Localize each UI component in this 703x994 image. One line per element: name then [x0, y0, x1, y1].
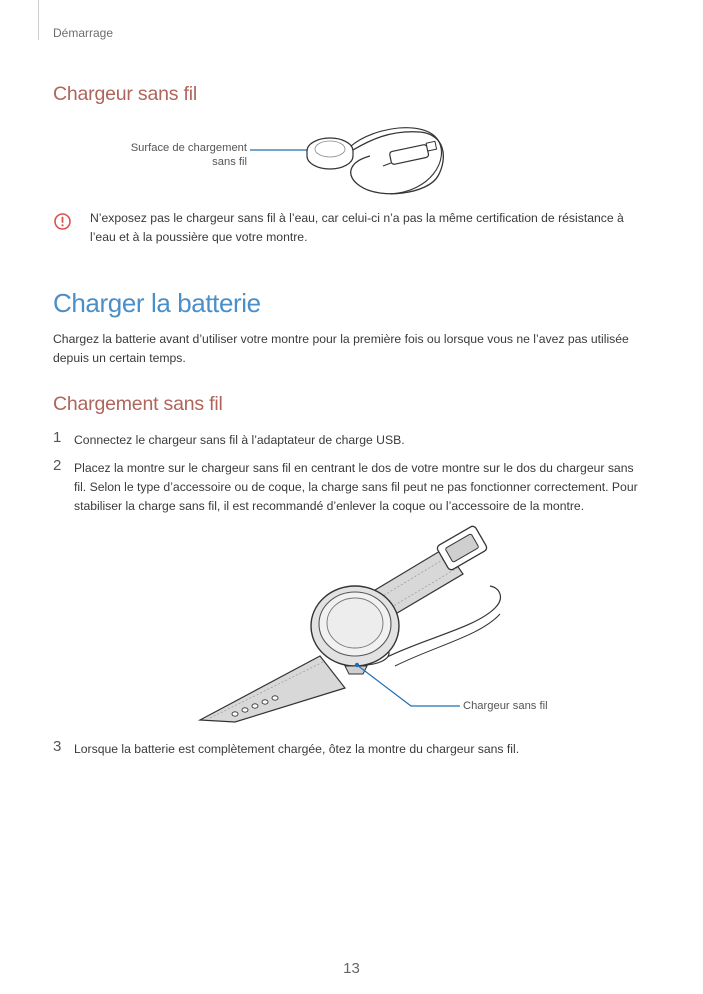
charger-callout-line2: sans fil	[212, 156, 247, 168]
charger-callout-line1: Surface de chargement	[130, 142, 247, 154]
charger-illustration	[250, 118, 450, 208]
step-1-number: 1	[53, 429, 62, 446]
page-number: 13	[343, 960, 360, 977]
charger-puck-side	[307, 151, 353, 169]
step-1-text: Connectez le chargeur sans fil à l’adaptateur de charge USB.	[74, 433, 405, 447]
step-2-line3: stabiliser la charge sans fil, il est recommandé d’enlever la coque ou l’accessoire de la montre.	[74, 499, 585, 513]
usb-plug	[389, 144, 429, 165]
watch-back	[327, 598, 383, 648]
battery-intro-line1: Chargez la batterie avant d’utiliser votre montre pour la première fois ou lorsque vous ne l’avez pas utilisée	[53, 332, 629, 346]
step-2-number: 2	[53, 457, 62, 474]
watch-callout-label: Chargeur sans fil	[463, 700, 548, 712]
watch-charging-illustration	[195, 528, 515, 728]
step-3-text: Lorsque la batterie est complètement chargée, ôtez la montre du chargeur sans fil.	[74, 742, 520, 756]
charger-heading: Chargeur sans fil	[53, 83, 198, 105]
step-3-number: 3	[53, 738, 62, 755]
step-2-line1: Placez la montre sur le chargeur sans fil en centrant le dos de votre montre sur le dos du chargeur sans	[74, 461, 634, 475]
step-2-text	[74, 459, 638, 516]
header-rule	[38, 0, 39, 40]
battery-title: Charger la batterie	[53, 288, 261, 318]
wireless-heading: Chargement sans fil	[53, 393, 223, 415]
caution-line2: l’eau et à la poussière que votre montre.	[90, 230, 308, 244]
charger-callout	[110, 141, 247, 169]
watch-callout-line	[357, 665, 460, 706]
battery-intro-line2: depuis un certain temps.	[53, 351, 186, 365]
section-label: Démarrage	[53, 26, 114, 40]
caution-line1: N’exposez pas le chargeur sans fil à l’eau, car celui-ci n’a pas la même certification de résistance à	[90, 211, 624, 225]
battery-intro	[53, 330, 629, 368]
caution-icon	[54, 213, 71, 230]
step-2-line2: fil. Selon le type d’accessoire ou de coque, la charge sans fil peut ne pas fonctionner correctement. Pour	[74, 480, 638, 494]
caution-text	[90, 209, 624, 247]
